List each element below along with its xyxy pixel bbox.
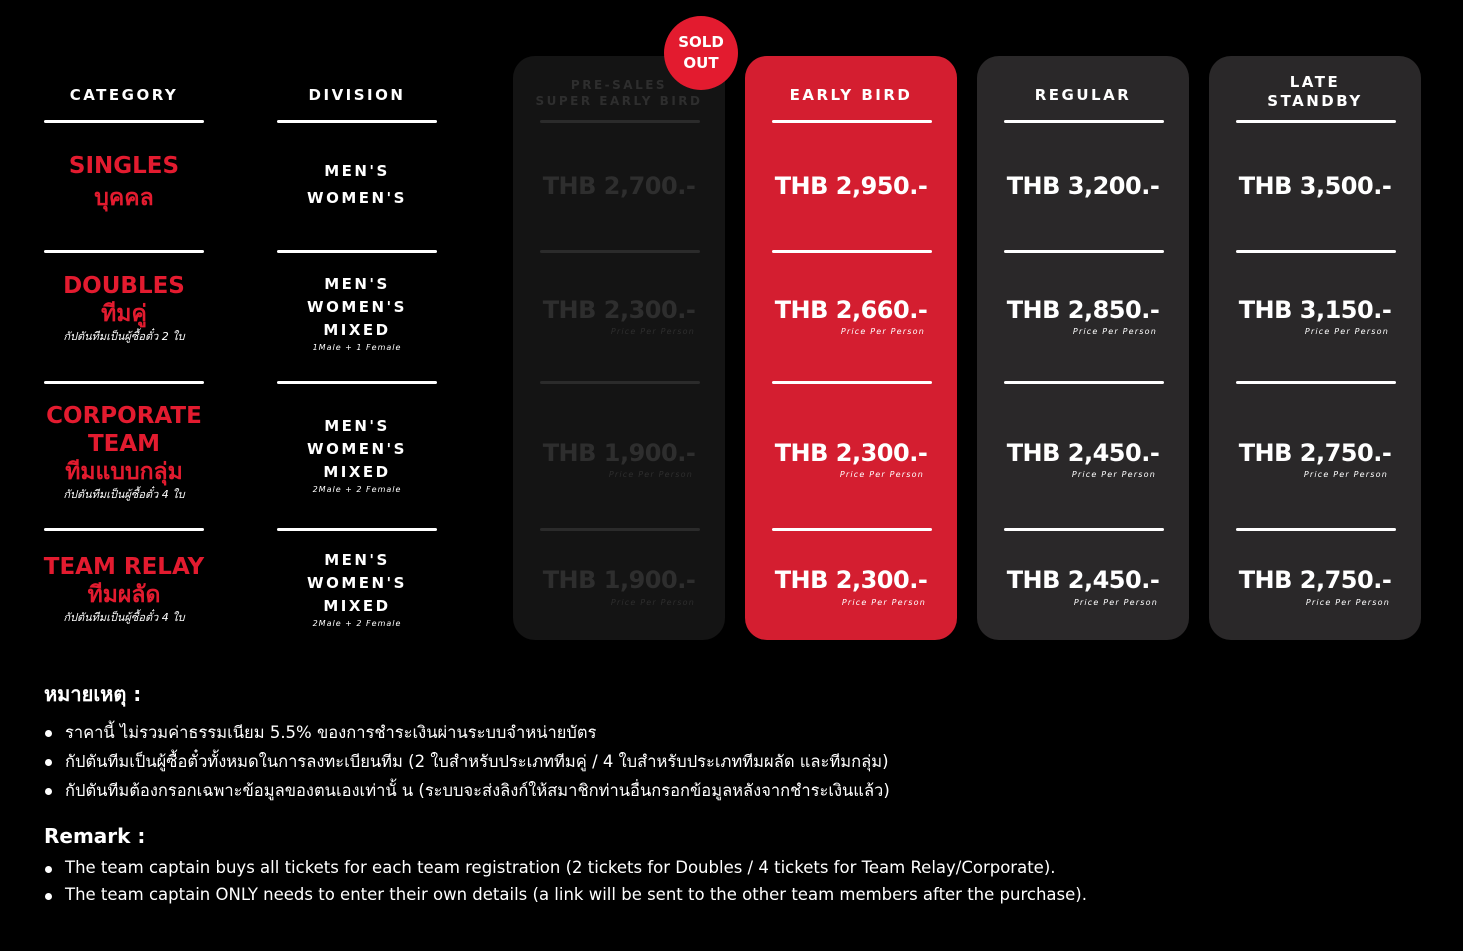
division-line: MEN'S — [324, 162, 390, 180]
division-divider — [277, 381, 437, 384]
tier-card-regular — [977, 56, 1189, 640]
division-team-relay — [257, 549, 457, 630]
tier-divider — [1236, 250, 1396, 253]
tier-divider — [1004, 250, 1164, 253]
tier-price-singles: THB 2,950.- — [774, 172, 928, 200]
price-per-person-label: Price Per Person — [1304, 327, 1389, 336]
notes-th — [44, 678, 1424, 805]
division-line: WOMEN'S — [307, 189, 407, 207]
list-item: The team captain buys all tickets for each team registration (2 tickets for Doubles / 4 tickets for Team Relay/Corporate). — [44, 854, 1424, 881]
tier-name-line2: SUPER EARLY BIRD — [535, 94, 703, 108]
tier-price-singles: THB 3,500.- — [1238, 172, 1392, 200]
category-title-en-line2: TEAM — [87, 431, 161, 457]
division-line: MEN'S — [324, 275, 390, 293]
tier-name-line1: PRE-SALES — [570, 78, 668, 92]
tier-divider — [540, 381, 700, 384]
division-line: MEN'S — [324, 417, 390, 435]
price-per-person-label: Price Per Person — [1073, 598, 1158, 607]
notes-en — [44, 824, 1424, 908]
division-header: DIVISION — [308, 86, 406, 104]
category-note: กัปตันทีมเป็นผู้ซื้อตั๋ว 4 ใบ — [63, 611, 185, 624]
notes-th-title: หมายเหตุ : — [44, 682, 142, 706]
tier-price-singles: THB 2,700.- — [542, 172, 696, 200]
tier-name-line1: LATE — [1289, 73, 1341, 91]
tier-divider — [772, 528, 932, 531]
tier-price-corporate: THB 2,750.- — [1238, 439, 1392, 467]
notes-th-list — [44, 718, 1424, 805]
price-per-person-label: Price Per Person — [841, 598, 926, 607]
tier-name: REGULAR — [1034, 86, 1132, 104]
tier-price-singles: THB 3,200.- — [1006, 172, 1160, 200]
tier-price-team-relay: THB 2,300.- — [774, 566, 928, 594]
category-divider — [44, 528, 204, 531]
category-doubles — [24, 272, 224, 344]
tier-name-line2: STANDBY — [1267, 92, 1363, 110]
tier-card-late-standby — [1209, 56, 1421, 640]
sold-out-line1: SOLD — [678, 33, 724, 51]
tier-divider — [1004, 381, 1164, 384]
category-corporate-team — [24, 402, 224, 502]
category-divider — [44, 250, 204, 253]
list-item: กัปตันทีมต้องกรอกเฉพาะข้อมูลของตนเองเท่านั้ น (ระบบจะส่งลิงก์ให้สมาชิกท่านอื่นกรอกข้อมูลหลังจากชำระเงินแล้ว) — [44, 776, 1424, 805]
category-title-en: DOUBLES — [63, 273, 185, 299]
tier-card-pre-sales — [513, 56, 725, 640]
category-header-divider — [44, 120, 204, 123]
division-sub: 2Male + 2 Female — [312, 619, 402, 628]
division-sub: 2Male + 2 Female — [312, 485, 402, 494]
division-sub: 1Male + 1 Female — [312, 343, 402, 352]
tier-divider — [1004, 528, 1164, 531]
category-header: CATEGORY — [69, 86, 179, 104]
category-title-th: ทีมผลัด — [87, 582, 161, 608]
category-note: กัปตันทีมเป็นผู้ซื้อตั๋ว 4 ใบ — [63, 488, 185, 501]
price-per-person-label: Price Per Person — [608, 470, 693, 479]
sold-out-badge — [664, 16, 738, 90]
division-line: MIXED — [323, 321, 391, 339]
tier-price-doubles: THB 2,660.- — [774, 296, 928, 324]
tier-price-doubles: THB 3,150.- — [1238, 296, 1392, 324]
category-title-en: TEAM RELAY — [43, 554, 205, 580]
tier-divider — [772, 250, 932, 253]
tier-price-team-relay: THB 2,450.- — [1006, 566, 1160, 594]
tier-name: EARLY BIRD — [789, 86, 913, 104]
category-title-en: CORPORATE — [46, 403, 202, 429]
tier-price-corporate: THB 2,450.- — [1006, 439, 1160, 467]
tier-divider — [772, 381, 932, 384]
division-line: WOMEN'S — [307, 298, 407, 316]
tier-divider — [540, 250, 700, 253]
division-line: WOMEN'S — [307, 574, 407, 592]
price-per-person-label: Price Per Person — [610, 598, 695, 607]
price-per-person-label: Price Per Person — [1305, 598, 1390, 607]
tier-divider — [1004, 120, 1164, 123]
division-line: MEN'S — [324, 551, 390, 569]
price-per-person-label: Price Per Person — [1303, 470, 1388, 479]
list-item: กัปตันทีมเป็นผู้ซื้อตั๋วทั้งหมดในการลงทะเบียนทีม (2 ใบสำหรับประเภททีมคู่ / 4 ใบสำหรับประเภททีมผลัด และทีมกลุ่ม) — [44, 747, 1424, 776]
division-line: MIXED — [323, 463, 391, 481]
division-corporate — [257, 415, 457, 496]
tier-divider — [1236, 120, 1396, 123]
tier-divider — [540, 528, 700, 531]
division-divider — [277, 528, 437, 531]
tier-name — [1209, 73, 1421, 111]
list-item: ราคานี้ ไม่รวมค่าธรรมเนียม 5.5% ของการชำระเงินผ่านระบบจำหน่ายบัตร — [44, 718, 1424, 747]
tier-divider — [1236, 528, 1396, 531]
notes-en-list — [44, 854, 1424, 908]
division-divider — [277, 250, 437, 253]
category-title-en: SINGLES — [68, 153, 180, 179]
tier-price-team-relay: THB 2,750.- — [1238, 566, 1392, 594]
price-per-person-label: Price Per Person — [1071, 470, 1156, 479]
tier-price-team-relay: THB 1,900.- — [542, 566, 696, 594]
tier-price-corporate: THB 2,300.- — [774, 439, 928, 467]
division-line: MIXED — [323, 597, 391, 615]
category-note: กัปตันทีมเป็นผู้ซื้อตั๋ว 2 ใบ — [63, 330, 185, 343]
division-singles — [257, 160, 457, 210]
category-title-th: ทีมแบบกลุ่ม — [65, 459, 183, 485]
tier-divider — [1236, 381, 1396, 384]
tier-divider — [772, 120, 932, 123]
price-per-person-label: Price Per Person — [839, 470, 924, 479]
tier-divider — [540, 120, 700, 123]
tier-price-doubles: THB 2,300.- — [542, 296, 696, 324]
category-title-th: ทีมคู่ — [101, 301, 147, 327]
tier-price-corporate: THB 1,900.- — [542, 439, 696, 467]
tier-price-doubles: THB 2,850.- — [1006, 296, 1160, 324]
notes-en-title: Remark : — [44, 824, 146, 848]
category-team-relay — [24, 553, 224, 625]
category-divider — [44, 381, 204, 384]
sold-out-line2: OUT — [683, 54, 719, 72]
category-singles — [24, 152, 224, 212]
tier-card-early-bird[interactable] — [745, 56, 957, 640]
division-line: WOMEN'S — [307, 440, 407, 458]
price-per-person-label: Price Per Person — [1072, 327, 1157, 336]
price-per-person-label: Price Per Person — [610, 327, 695, 336]
category-title-th: บุคคล — [94, 185, 154, 211]
division-header-divider — [277, 120, 437, 123]
price-per-person-label: Price Per Person — [840, 327, 925, 336]
list-item: The team captain ONLY needs to enter their own details (a link will be sent to the other team members after the purchase). — [44, 881, 1424, 908]
division-doubles — [257, 273, 457, 354]
